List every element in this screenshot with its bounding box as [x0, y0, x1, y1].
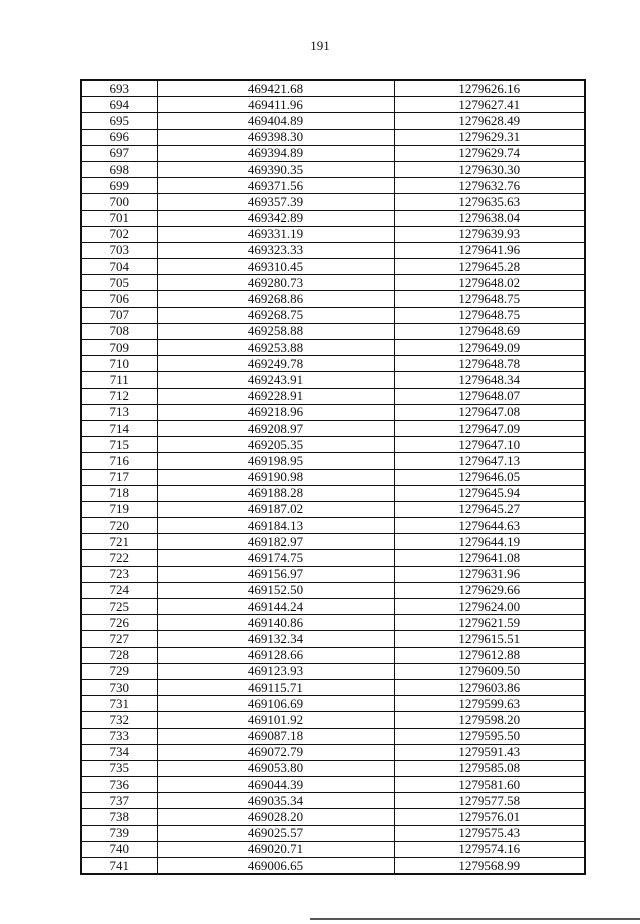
table-row	[81, 291, 585, 307]
x-coordinate-cell: 469198.95	[157, 453, 394, 469]
x-coordinate-cell: 469268.75	[157, 307, 394, 323]
point-number-cell: 707	[81, 307, 157, 323]
table-row	[81, 469, 585, 485]
x-coordinate-cell: 469188.28	[157, 485, 394, 501]
y-coordinate-cell: 1279595.50	[394, 728, 585, 744]
table-row	[81, 194, 585, 210]
y-coordinate-cell: 1279574.16	[394, 841, 585, 857]
point-number-cell: 734	[81, 744, 157, 760]
point-number-cell: 723	[81, 566, 157, 582]
table-row	[81, 307, 585, 323]
x-coordinate-cell: 469182.97	[157, 534, 394, 550]
x-coordinate-cell: 469053.80	[157, 760, 394, 776]
y-coordinate-cell: 1279632.76	[394, 178, 585, 194]
point-number-cell: 699	[81, 178, 157, 194]
table-row	[81, 404, 585, 420]
table-row	[81, 242, 585, 258]
y-coordinate-cell: 1279647.10	[394, 437, 585, 453]
x-coordinate-cell: 469331.19	[157, 226, 394, 242]
x-coordinate-cell: 469253.88	[157, 340, 394, 356]
x-coordinate-cell: 469421.68	[157, 80, 394, 97]
table-row	[81, 372, 585, 388]
y-coordinate-cell: 1279647.08	[394, 404, 585, 420]
x-coordinate-cell: 469020.71	[157, 841, 394, 857]
table-row	[81, 679, 585, 695]
x-coordinate-cell: 469044.39	[157, 777, 394, 793]
point-number-cell: 730	[81, 679, 157, 695]
x-coordinate-cell: 469268.86	[157, 291, 394, 307]
table-row	[81, 696, 585, 712]
x-coordinate-cell: 469394.89	[157, 145, 394, 161]
table-row	[81, 80, 585, 97]
table-row	[81, 340, 585, 356]
x-coordinate-cell: 469280.73	[157, 275, 394, 291]
y-coordinate-cell: 1279603.86	[394, 679, 585, 695]
table-row	[81, 453, 585, 469]
y-coordinate-cell: 1279581.60	[394, 777, 585, 793]
x-coordinate-cell: 469087.18	[157, 728, 394, 744]
y-coordinate-cell: 1279627.41	[394, 97, 585, 113]
table-row	[81, 809, 585, 825]
table-row	[81, 647, 585, 663]
table-row	[81, 388, 585, 404]
x-coordinate-cell: 469140.86	[157, 615, 394, 631]
y-coordinate-cell: 1279648.75	[394, 291, 585, 307]
x-coordinate-cell: 469258.88	[157, 323, 394, 339]
y-coordinate-cell: 1279648.34	[394, 372, 585, 388]
point-number-cell: 727	[81, 631, 157, 647]
y-coordinate-cell: 1279591.43	[394, 744, 585, 760]
table-row	[81, 615, 585, 631]
point-number-cell: 726	[81, 615, 157, 631]
x-coordinate-cell: 469072.79	[157, 744, 394, 760]
x-coordinate-cell: 469174.75	[157, 550, 394, 566]
scan-edge-line	[310, 918, 640, 920]
y-coordinate-cell: 1279645.94	[394, 485, 585, 501]
y-coordinate-cell: 1279628.49	[394, 113, 585, 129]
point-number-cell: 738	[81, 809, 157, 825]
x-coordinate-cell: 469218.96	[157, 404, 394, 420]
x-coordinate-cell: 469156.97	[157, 566, 394, 582]
y-coordinate-cell: 1279585.08	[394, 760, 585, 776]
x-coordinate-cell: 469132.34	[157, 631, 394, 647]
y-coordinate-cell: 1279624.00	[394, 599, 585, 615]
table-row	[81, 501, 585, 517]
y-coordinate-cell: 1279621.59	[394, 615, 585, 631]
y-coordinate-cell: 1279598.20	[394, 712, 585, 728]
point-number-cell: 725	[81, 599, 157, 615]
point-number-cell: 704	[81, 259, 157, 275]
y-coordinate-cell: 1279577.58	[394, 793, 585, 809]
point-number-cell: 715	[81, 437, 157, 453]
y-coordinate-cell: 1279568.99	[394, 858, 585, 875]
point-number-cell: 737	[81, 793, 157, 809]
y-coordinate-cell: 1279645.28	[394, 259, 585, 275]
x-coordinate-cell: 469187.02	[157, 501, 394, 517]
table-row	[81, 210, 585, 226]
y-coordinate-cell: 1279648.07	[394, 388, 585, 404]
x-coordinate-cell: 469342.89	[157, 210, 394, 226]
table-row	[81, 760, 585, 776]
point-number-cell: 702	[81, 226, 157, 242]
point-number-cell: 729	[81, 663, 157, 679]
point-number-cell: 739	[81, 825, 157, 841]
x-coordinate-cell: 469205.35	[157, 437, 394, 453]
table-row	[81, 178, 585, 194]
table-row	[81, 793, 585, 809]
x-coordinate-cell: 469152.50	[157, 582, 394, 598]
point-number-cell: 716	[81, 453, 157, 469]
point-number-cell: 721	[81, 534, 157, 550]
table-row	[81, 437, 585, 453]
y-coordinate-cell: 1279609.50	[394, 663, 585, 679]
x-coordinate-cell: 469190.98	[157, 469, 394, 485]
y-coordinate-cell: 1279645.27	[394, 501, 585, 517]
table-row	[81, 841, 585, 857]
x-coordinate-cell: 469128.66	[157, 647, 394, 663]
x-coordinate-cell: 469035.34	[157, 793, 394, 809]
table-row	[81, 663, 585, 679]
x-coordinate-cell: 469371.56	[157, 178, 394, 194]
x-coordinate-cell: 469323.33	[157, 242, 394, 258]
point-number-cell: 731	[81, 696, 157, 712]
y-coordinate-cell: 1279576.01	[394, 809, 585, 825]
point-number-cell: 718	[81, 485, 157, 501]
y-coordinate-cell: 1279648.69	[394, 323, 585, 339]
point-number-cell: 694	[81, 97, 157, 113]
table-row	[81, 145, 585, 161]
y-coordinate-cell: 1279575.43	[394, 825, 585, 841]
point-number-cell: 695	[81, 113, 157, 129]
table-row	[81, 534, 585, 550]
table-row	[81, 744, 585, 760]
table-row	[81, 97, 585, 113]
table-row	[81, 728, 585, 744]
table-row	[81, 712, 585, 728]
coordinates-table-body	[81, 80, 585, 874]
y-coordinate-cell: 1279626.16	[394, 80, 585, 97]
table-row	[81, 420, 585, 436]
table-row	[81, 226, 585, 242]
point-number-cell: 712	[81, 388, 157, 404]
y-coordinate-cell: 1279615.51	[394, 631, 585, 647]
x-coordinate-cell: 469101.92	[157, 712, 394, 728]
point-number-cell: 741	[81, 858, 157, 875]
y-coordinate-cell: 1279639.93	[394, 226, 585, 242]
y-coordinate-cell: 1279648.02	[394, 275, 585, 291]
point-number-cell: 719	[81, 501, 157, 517]
y-coordinate-cell: 1279612.88	[394, 647, 585, 663]
point-number-cell: 722	[81, 550, 157, 566]
y-coordinate-cell: 1279638.04	[394, 210, 585, 226]
x-coordinate-cell: 469208.97	[157, 420, 394, 436]
table-row	[81, 631, 585, 647]
table-row	[81, 356, 585, 372]
y-coordinate-cell: 1279646.05	[394, 469, 585, 485]
point-number-cell: 728	[81, 647, 157, 663]
point-number-cell: 711	[81, 372, 157, 388]
x-coordinate-cell: 469249.78	[157, 356, 394, 372]
point-number-cell: 736	[81, 777, 157, 793]
x-coordinate-cell: 469398.30	[157, 129, 394, 145]
page-number: 191	[310, 38, 330, 53]
point-number-cell: 696	[81, 129, 157, 145]
y-coordinate-cell: 1279599.63	[394, 696, 585, 712]
table-row	[81, 275, 585, 291]
y-coordinate-cell: 1279629.66	[394, 582, 585, 598]
table-row	[81, 550, 585, 566]
x-coordinate-cell: 469115.71	[157, 679, 394, 695]
x-coordinate-cell: 469357.39	[157, 194, 394, 210]
y-coordinate-cell: 1279641.96	[394, 242, 585, 258]
table-row	[81, 161, 585, 177]
point-number-cell: 733	[81, 728, 157, 744]
y-coordinate-cell: 1279635.63	[394, 194, 585, 210]
x-coordinate-cell: 469184.13	[157, 518, 394, 534]
point-number-cell: 740	[81, 841, 157, 857]
table-row	[81, 858, 585, 875]
x-coordinate-cell: 469243.91	[157, 372, 394, 388]
point-number-cell: 710	[81, 356, 157, 372]
table-row	[81, 113, 585, 129]
x-coordinate-cell: 469404.89	[157, 113, 394, 129]
point-number-cell: 701	[81, 210, 157, 226]
point-number-cell: 720	[81, 518, 157, 534]
table-row	[81, 582, 585, 598]
y-coordinate-cell: 1279629.31	[394, 129, 585, 145]
table-row	[81, 518, 585, 534]
y-coordinate-cell: 1279649.09	[394, 340, 585, 356]
table-row	[81, 566, 585, 582]
table-row	[81, 259, 585, 275]
point-number-cell: 724	[81, 582, 157, 598]
point-number-cell: 705	[81, 275, 157, 291]
y-coordinate-cell: 1279630.30	[394, 161, 585, 177]
y-coordinate-cell: 1279647.09	[394, 420, 585, 436]
point-number-cell: 732	[81, 712, 157, 728]
point-number-cell: 708	[81, 323, 157, 339]
x-coordinate-cell: 469411.96	[157, 97, 394, 113]
point-number-cell: 697	[81, 145, 157, 161]
table-row	[81, 129, 585, 145]
x-coordinate-cell: 469228.91	[157, 388, 394, 404]
point-number-cell: 700	[81, 194, 157, 210]
point-number-cell: 714	[81, 420, 157, 436]
point-number-cell: 735	[81, 760, 157, 776]
x-coordinate-cell: 469106.69	[157, 696, 394, 712]
y-coordinate-cell: 1279648.78	[394, 356, 585, 372]
y-coordinate-cell: 1279641.08	[394, 550, 585, 566]
y-coordinate-cell: 1279647.13	[394, 453, 585, 469]
point-number-cell: 706	[81, 291, 157, 307]
x-coordinate-cell: 469025.57	[157, 825, 394, 841]
x-coordinate-cell: 469144.24	[157, 599, 394, 615]
x-coordinate-cell: 469006.65	[157, 858, 394, 875]
table-row	[81, 485, 585, 501]
table-row	[81, 777, 585, 793]
table-row	[81, 323, 585, 339]
y-coordinate-cell: 1279644.63	[394, 518, 585, 534]
coordinates-table	[80, 79, 586, 875]
x-coordinate-cell: 469390.35	[157, 161, 394, 177]
x-coordinate-cell: 469310.45	[157, 259, 394, 275]
point-number-cell: 709	[81, 340, 157, 356]
point-number-cell: 713	[81, 404, 157, 420]
point-number-cell: 703	[81, 242, 157, 258]
x-coordinate-cell: 469028.20	[157, 809, 394, 825]
y-coordinate-cell: 1279648.75	[394, 307, 585, 323]
point-number-cell: 693	[81, 80, 157, 97]
table-row	[81, 599, 585, 615]
table-row	[81, 825, 585, 841]
y-coordinate-cell: 1279631.96	[394, 566, 585, 582]
point-number-cell: 717	[81, 469, 157, 485]
y-coordinate-cell: 1279629.74	[394, 145, 585, 161]
y-coordinate-cell: 1279644.19	[394, 534, 585, 550]
point-number-cell: 698	[81, 161, 157, 177]
x-coordinate-cell: 469123.93	[157, 663, 394, 679]
